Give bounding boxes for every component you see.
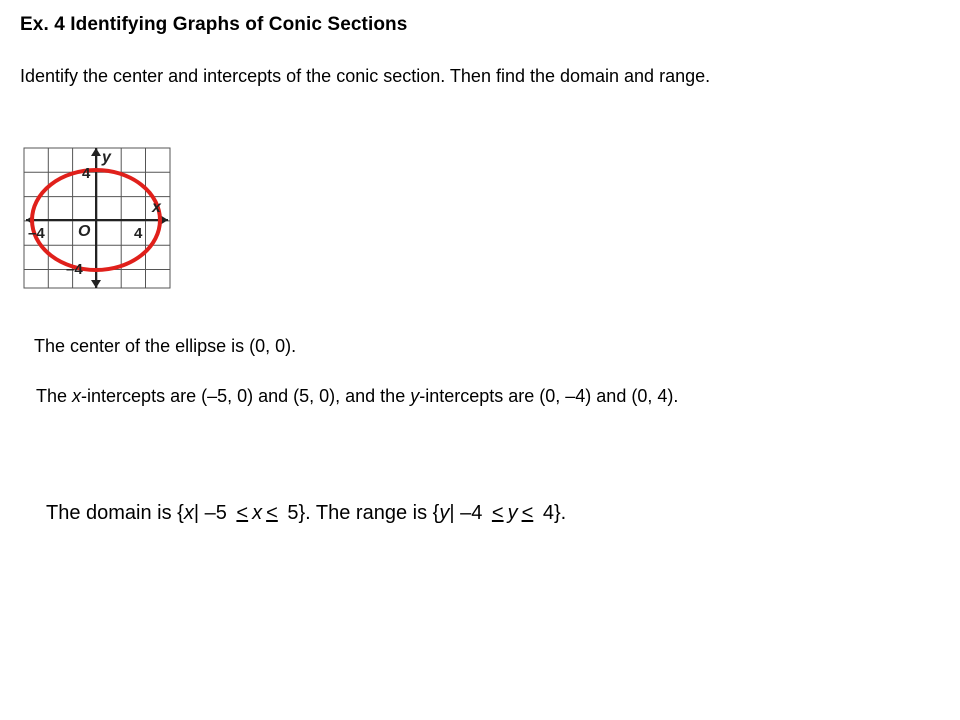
- y-tick-label-pos: 4: [82, 165, 91, 182]
- y-axis-arrow-up-icon: [91, 148, 101, 156]
- domain-text-1: The domain is {: [46, 502, 184, 524]
- y-axis-label: y: [102, 149, 111, 166]
- range-le-2: <: [521, 502, 534, 524]
- range-text-4: | –4: [449, 502, 488, 524]
- range-text-5: 4}.: [537, 502, 567, 524]
- center-statement: The center of the ellipse is (0, 0).: [34, 336, 297, 356]
- y-tick-label-neg: –4: [66, 261, 83, 278]
- intercepts-var-x: x: [72, 386, 82, 406]
- range-var-y-1: y: [439, 502, 450, 524]
- domain-text-2: | –5: [193, 502, 233, 524]
- range-le-1: <: [491, 502, 504, 524]
- x-tick-label-pos: 4: [134, 225, 143, 242]
- x-axis-label: x: [152, 199, 161, 216]
- y-axis-arrow-down-icon: [91, 280, 101, 288]
- domain-range-statement: [46, 502, 566, 525]
- intercepts-text-1: The: [36, 386, 73, 406]
- intercepts-text-2: -intercepts are (–5, 0) and (5, 0), and the: [81, 386, 411, 406]
- intercepts-var-y: y: [410, 386, 420, 406]
- intercepts-statement: [36, 382, 776, 410]
- problem-prompt: Identify the center and intercepts of the conic section. Then find the domain and range.: [20, 66, 711, 86]
- graph-svg: [14, 140, 174, 290]
- x-tick-label-neg: –4: [28, 225, 45, 242]
- domain-text-3: 5}. The range is {: [281, 502, 440, 524]
- domain-var-x-2: x: [252, 502, 263, 524]
- intercepts-text-3: -intercepts are (0, –4) and (0, 4).: [419, 386, 679, 406]
- range-var-y-2: y: [507, 502, 518, 524]
- domain-le-2: <: [266, 502, 278, 524]
- domain-le-1: <: [236, 502, 249, 524]
- ellipse-graph: [14, 140, 174, 290]
- origin-label: O: [78, 223, 91, 240]
- slide-title: Ex. 4 Identifying Graphs of Conic Sections: [20, 14, 408, 35]
- domain-var-x-1: x: [183, 502, 194, 524]
